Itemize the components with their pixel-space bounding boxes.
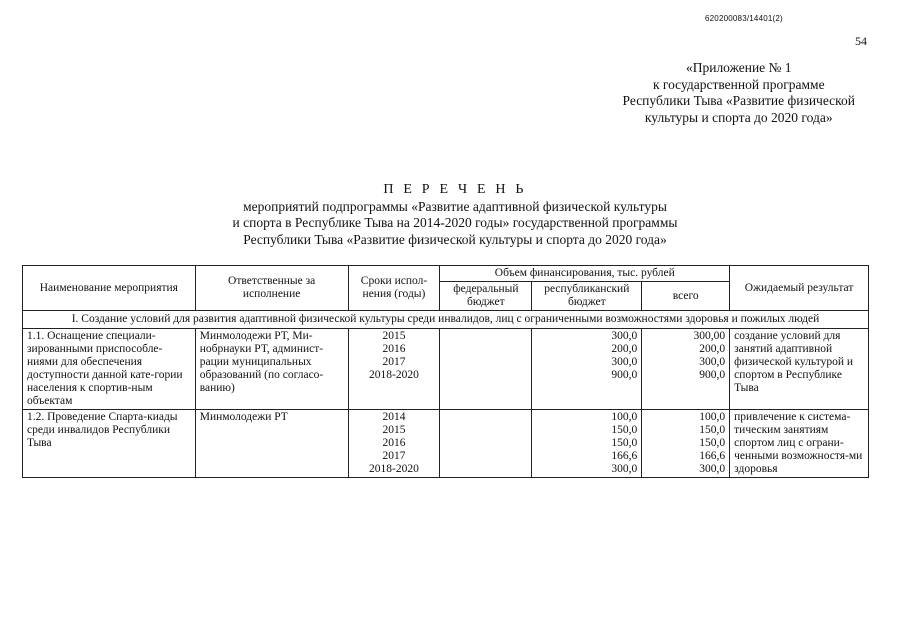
year: 2017 [382, 356, 406, 368]
table-row [23, 410, 869, 478]
amount: 100,0 [699, 411, 726, 423]
amount: 150,0 [611, 437, 638, 449]
header-federal: федеральный бюджет [440, 282, 532, 311]
appendix-line: культуры и спорта до 2020 года» [644, 109, 833, 125]
header-result: Ожидаемый результат [730, 266, 869, 311]
amount: 166,6 [611, 450, 638, 462]
amount: 300,0 [611, 463, 638, 475]
year: 2018-2020 [369, 369, 419, 381]
cell-republican [532, 329, 642, 410]
cell-responsible: Минмолодежи РТ [195, 410, 348, 478]
amount: 900,0 [611, 369, 638, 381]
title-line: и спорта в Республике Тыва на 2014-2020 годы» государственной программы [232, 215, 678, 230]
year: 2014 [382, 411, 406, 423]
header-terms: Сроки испол-нения (годы) [348, 266, 440, 311]
page-number: 54 [855, 34, 867, 48]
header-responsible: Ответственные за исполнение [195, 266, 348, 311]
cell-federal [440, 410, 532, 478]
document-id: 620200083/14401(2) [705, 14, 783, 23]
year: 2015 [382, 330, 406, 342]
amount: 150,0 [699, 424, 726, 436]
year: 2015 [382, 424, 406, 436]
cell-responsible: Минмолодежи РТ, Ми-нобрнауки РТ, админист-рации муниципальных образований (по согласо-ванию) [195, 329, 348, 410]
appendix-line: Республики Тыва «Развитие физической [622, 93, 855, 108]
cell-years [348, 329, 440, 410]
amount: 300,0 [611, 330, 638, 342]
amount: 150,0 [611, 424, 638, 436]
title-heading: П Е Р Е Ч Е Н Ь [383, 182, 527, 197]
amount: 150,0 [699, 437, 726, 449]
cell-total [642, 410, 730, 478]
title-line: Республики Тыва «Развитие физической культуры и спорта до 2020 года» [243, 231, 667, 247]
amount: 900,0 [699, 369, 726, 381]
cell-result: привлечение к система-тическим занятиям спортом лиц с ограни-ченными возможностя-ми здоровья [730, 410, 869, 478]
appendix-caption [623, 60, 855, 126]
table-row [23, 329, 869, 410]
activities-table [22, 265, 869, 478]
title-line: мероприятий подпрограммы «Развитие адаптивной физической культуры [243, 198, 667, 214]
cell-total [642, 329, 730, 410]
header-name: Наименование мероприятия [23, 266, 196, 311]
amount: 300,0 [699, 356, 726, 368]
amount: 166,6 [699, 450, 726, 462]
cell-result: создание условий для занятий адаптивной физической культурой и спортом в Республике Тыва [730, 329, 869, 410]
amount: 200,0 [611, 343, 638, 355]
year: 2016 [382, 343, 406, 355]
section-row [23, 311, 869, 329]
cell-federal [440, 329, 532, 410]
year: 2016 [382, 437, 406, 449]
cell-republican [532, 410, 642, 478]
appendix-line: «Приложение № 1 [685, 60, 792, 75]
header-republican: республиканский бюджет [532, 282, 642, 311]
document-title [150, 182, 760, 248]
appendix-line: к государственной программе [652, 76, 825, 92]
cell-name: 1.1. Оснащение специали-зированными приспособле-ниями для обеспечения доступности данной кате-гории населения к спортив-ным объектам [23, 329, 196, 410]
amount: 300,0 [699, 463, 726, 475]
amount: 200,0 [699, 343, 726, 355]
header-funding: Объем финансирования, тыс. рублей [440, 266, 730, 282]
section-title: I. Создание условий для развития адаптивной физической культуры среди инвалидов, лиц с ограниченными возможностями здоровья и пожилых людей [23, 311, 869, 329]
amount: 100,0 [611, 411, 638, 423]
year: 2017 [382, 450, 406, 462]
amount: 300,0 [611, 356, 638, 368]
header-total: всего [642, 282, 730, 311]
cell-years [348, 410, 440, 478]
year: 2018-2020 [369, 463, 419, 475]
amount: 300,00 [693, 330, 726, 342]
cell-name: 1.2. Проведение Спарта-киады среди инвалидов Республики Тыва [23, 410, 196, 478]
